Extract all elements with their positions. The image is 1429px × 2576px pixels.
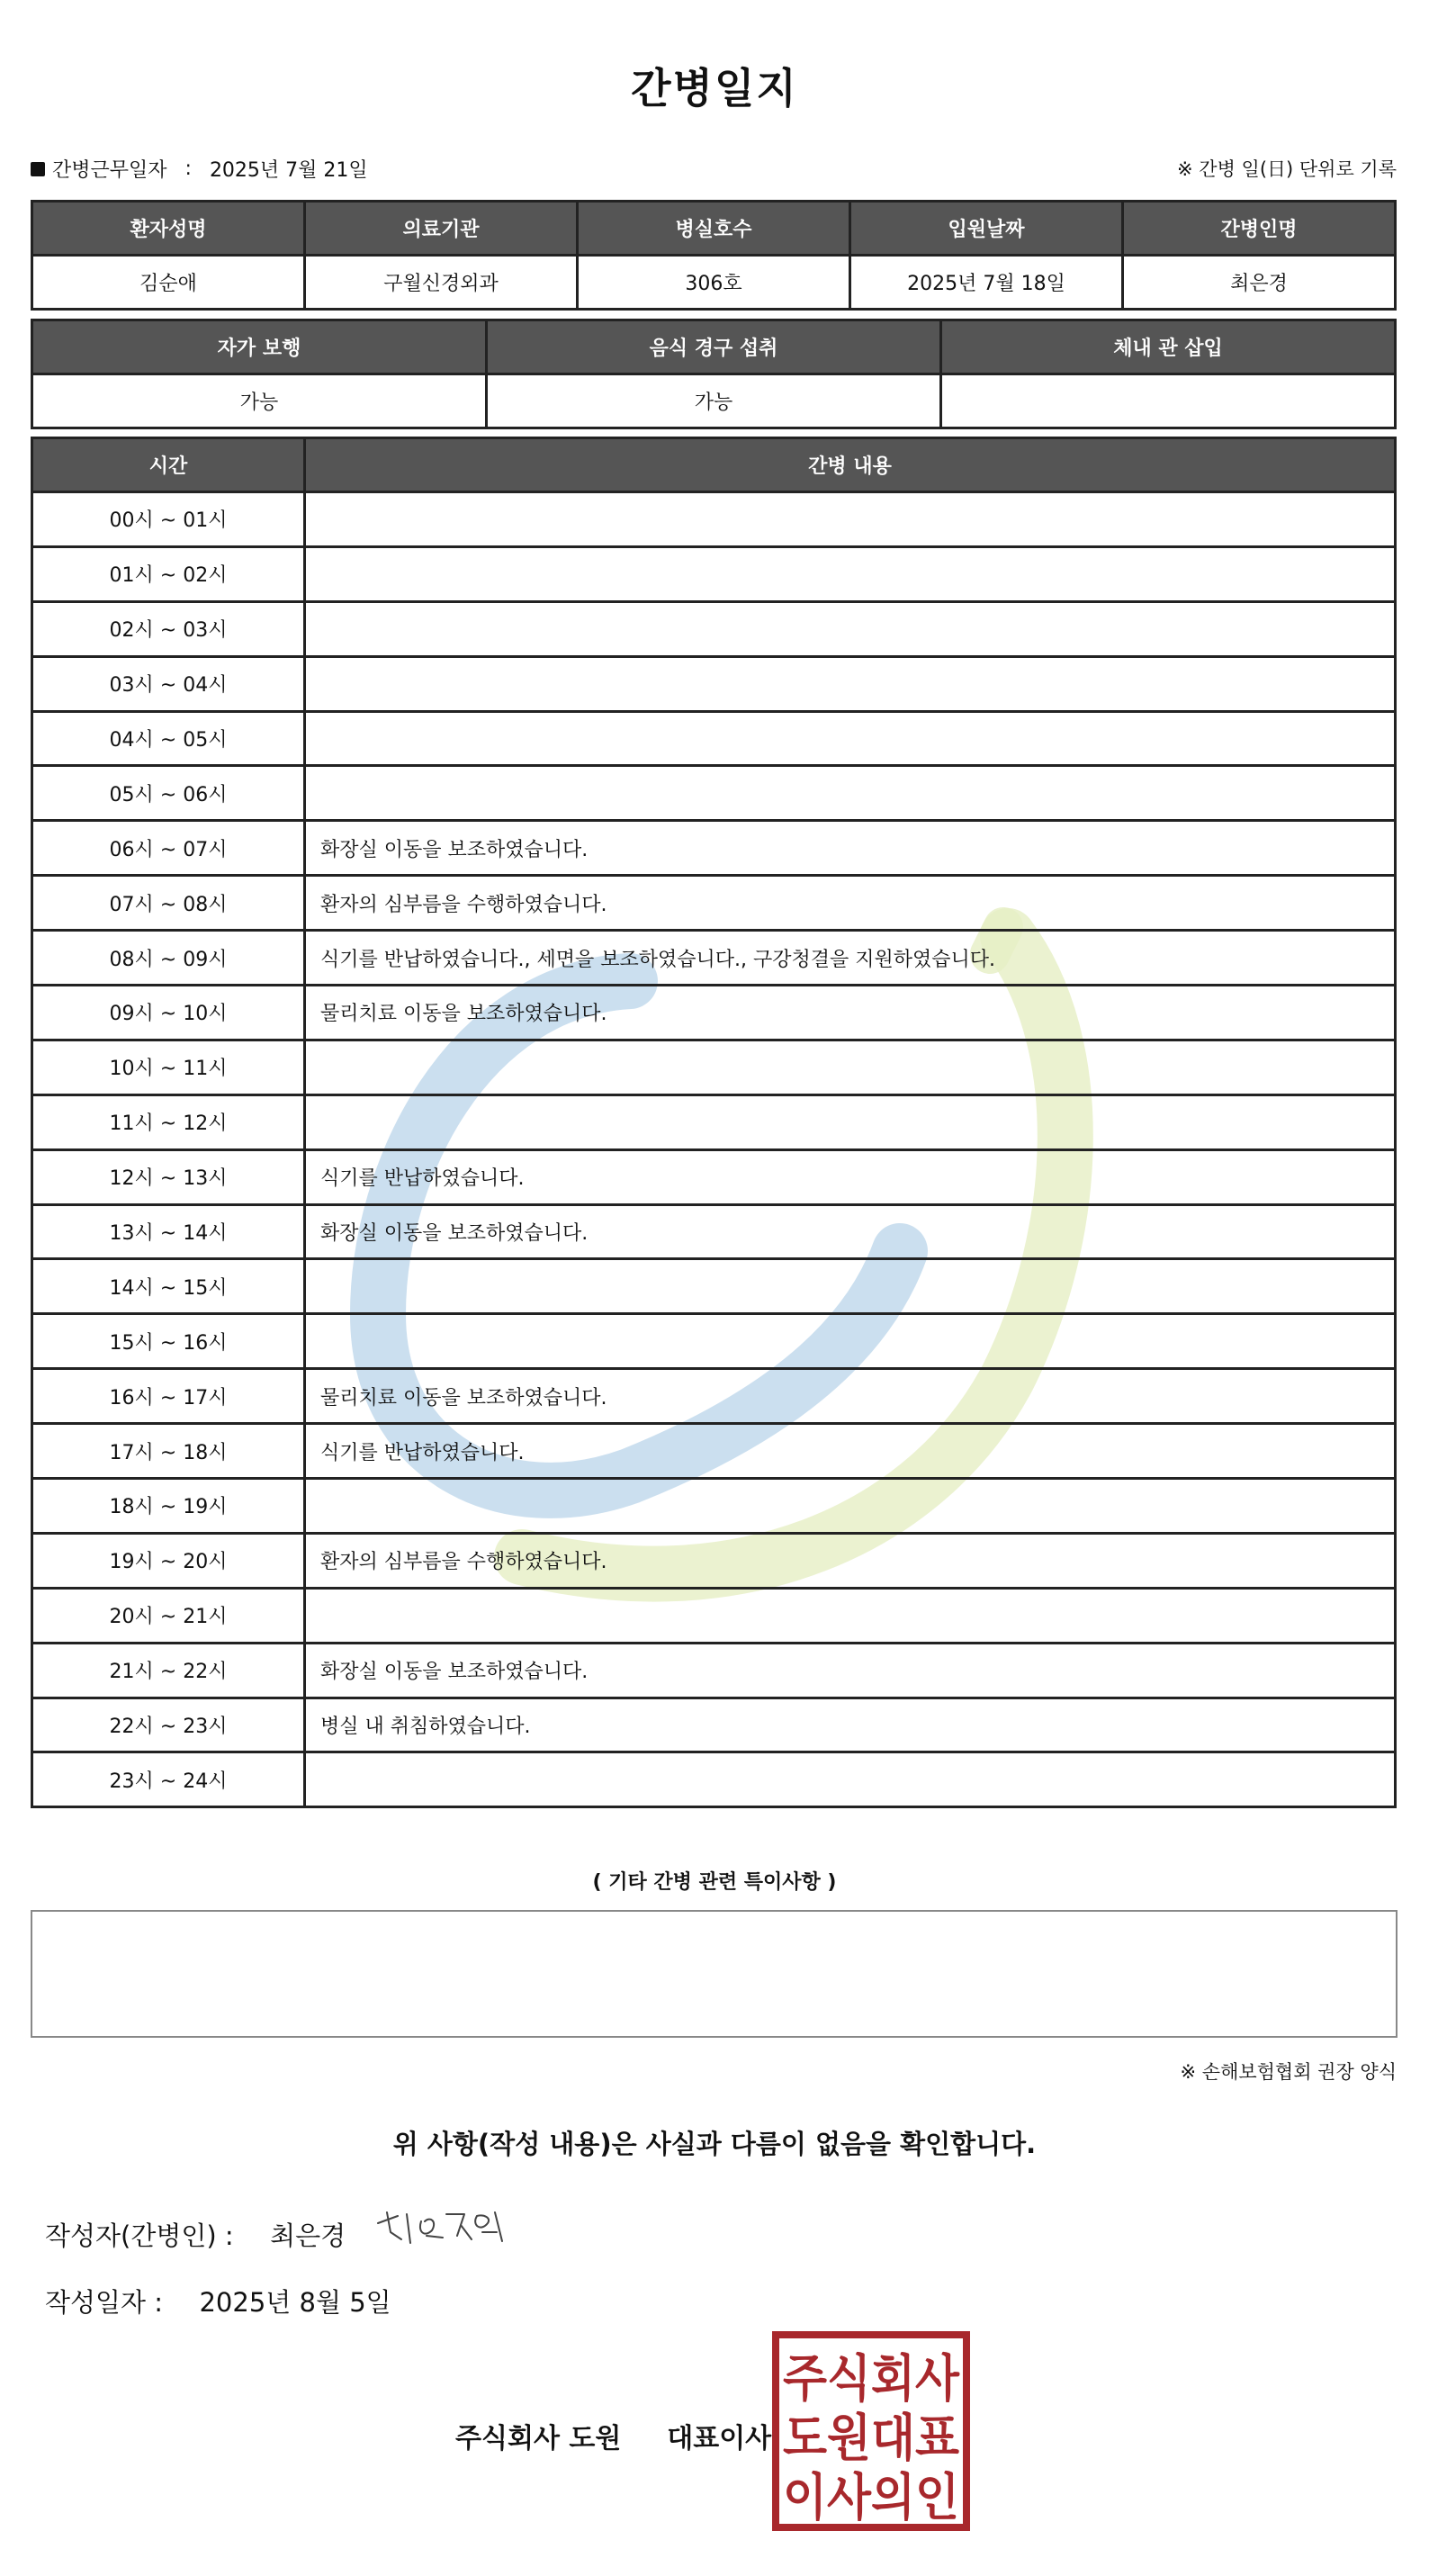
log-content: 식기를 반납하였습니다.	[305, 1149, 1396, 1204]
header-hospital: 의료기관	[305, 202, 578, 256]
work-date-line	[31, 155, 368, 183]
table-row	[32, 766, 1396, 821]
bullet-square-icon	[31, 162, 45, 176]
log-content: 환자의 심부름을 수행하였습니다.	[305, 876, 1396, 931]
admit-date: 2025년 7월 18일	[850, 256, 1123, 310]
table-row	[32, 601, 1396, 656]
header-patient-name: 환자성명	[32, 202, 305, 256]
log-time: 00시 ~ 01시	[32, 492, 305, 547]
table-row	[32, 546, 1396, 601]
table-row	[32, 1479, 1396, 1534]
special-notes-box	[31, 1910, 1398, 2038]
table-row	[32, 1588, 1396, 1643]
log-content	[305, 1259, 1396, 1314]
log-time: 02시 ~ 03시	[32, 601, 305, 656]
table-row	[32, 1533, 1396, 1588]
written-date-line	[45, 2283, 391, 2319]
header-room: 병실호수	[578, 202, 850, 256]
work-date-label: 간병근무일자	[52, 159, 167, 182]
log-time: 09시 ~ 10시	[32, 986, 305, 1040]
log-time: 12시 ~ 13시	[32, 1149, 305, 1204]
table-row	[32, 986, 1396, 1040]
table-row	[32, 821, 1396, 876]
handwritten-signature	[371, 2196, 515, 2259]
log-content	[305, 1479, 1396, 1534]
table-row	[32, 1424, 1396, 1479]
header-walking: 자가 보행	[32, 320, 487, 374]
log-content	[305, 1752, 1396, 1807]
log-content	[305, 766, 1396, 821]
log-content: 화장실 이동을 보조하였습니다.	[305, 1643, 1396, 1698]
log-content	[305, 1314, 1396, 1369]
room-number: 306호	[578, 256, 850, 310]
log-time: 06시 ~ 07시	[32, 821, 305, 876]
log-content: 화장실 이동을 보조하였습니다.	[305, 1204, 1396, 1259]
author-label: 작성자(간병인) :	[45, 2220, 234, 2251]
log-time: 08시 ~ 09시	[32, 931, 305, 986]
table-row	[32, 492, 1396, 547]
header-caregiver: 간병인명	[1123, 202, 1396, 256]
log-content: 환자의 심부름을 수행하였습니다.	[305, 1533, 1396, 1588]
log-content: 물리치료 이동을 보조하였습니다.	[305, 1369, 1396, 1424]
log-time: 17시 ~ 18시	[32, 1424, 305, 1479]
table-row	[32, 1698, 1396, 1752]
patient-name: 김순애	[32, 256, 305, 310]
tube-status	[941, 374, 1396, 428]
log-time: 20시 ~ 21시	[32, 1588, 305, 1643]
log-content: 식기를 반납하였습니다., 세면을 보조하였습니다., 구강청결을 지원하였습니다.	[305, 931, 1396, 986]
log-content	[305, 492, 1396, 547]
log-content: 화장실 이동을 보조하였습니다.	[305, 821, 1396, 876]
company-seal	[772, 2331, 970, 2531]
seal-line-2: 도원대표	[783, 2409, 959, 2468]
log-time: 13시 ~ 14시	[32, 1204, 305, 1259]
company-name: 주식회사 도원	[455, 2423, 622, 2454]
header-tube: 체내 관 삽입	[941, 320, 1396, 374]
table-row	[32, 876, 1396, 931]
log-time: 01시 ~ 02시	[32, 546, 305, 601]
work-date-value: 2025년 7월 21일	[209, 159, 368, 182]
log-time: 03시 ~ 04시	[32, 656, 305, 711]
log-time: 19시 ~ 20시	[32, 1533, 305, 1588]
form-source-note: ※ 손해보험협회 권장 양식	[1180, 2061, 1397, 2083]
oral-intake-status: 가능	[487, 374, 941, 428]
hospital-name: 구월신경외과	[305, 256, 578, 310]
header-care-content: 간병 내용	[305, 438, 1396, 492]
log-time: 14시 ~ 15시	[32, 1259, 305, 1314]
special-notes-label: ( 기타 간병 관련 특이사항 )	[592, 1871, 837, 1894]
confirmation-statement: 위 사항(작성 내용)은 사실과 다름이 없음을 확인합니다.	[392, 2129, 1037, 2159]
header-time: 시간	[32, 438, 305, 492]
log-time: 11시 ~ 12시	[32, 1094, 305, 1149]
patient-info-table	[31, 200, 1397, 311]
table-row	[32, 1040, 1396, 1094]
written-date-label: 작성일자 :	[45, 2287, 164, 2318]
table-row	[32, 1643, 1396, 1698]
table-row	[32, 1204, 1396, 1259]
table-row	[32, 1314, 1396, 1369]
company-line	[455, 2416, 771, 2455]
table-row	[32, 1752, 1396, 1807]
header-admit-date: 입원날짜	[850, 202, 1123, 256]
log-time: 05시 ~ 06시	[32, 766, 305, 821]
log-time: 23시 ~ 24시	[32, 1752, 305, 1807]
header-oral-intake: 음식 경구 섭취	[487, 320, 941, 374]
table-row	[32, 1259, 1396, 1314]
log-time: 16시 ~ 17시	[32, 1369, 305, 1424]
page-title: 간병일지	[631, 64, 798, 113]
work-date-sep: :	[184, 158, 192, 180]
log-time: 18시 ~ 19시	[32, 1479, 305, 1534]
log-content	[305, 656, 1396, 711]
table-row	[32, 1094, 1396, 1149]
log-content	[305, 1094, 1396, 1149]
table-row	[32, 931, 1396, 986]
written-date-value: 2025년 8월 5일	[199, 2287, 391, 2318]
log-content: 병실 내 취침하였습니다.	[305, 1698, 1396, 1752]
log-content	[305, 1040, 1396, 1094]
walking-status: 가능	[32, 374, 487, 428]
table-row	[32, 656, 1396, 711]
care-log-table	[31, 437, 1397, 1808]
log-time: 15시 ~ 16시	[32, 1314, 305, 1369]
log-time: 22시 ~ 23시	[32, 1698, 305, 1752]
patient-status-table	[31, 319, 1397, 429]
author-name: 최은경	[270, 2220, 346, 2251]
log-content: 물리치료 이동을 보조하였습니다.	[305, 986, 1396, 1040]
log-content	[305, 601, 1396, 656]
seal-line-1: 주식회사	[783, 2350, 960, 2409]
caregiver-name: 최은경	[1123, 256, 1396, 310]
daily-record-note: ※ 간병 일(日) 단위로 기록	[1177, 158, 1397, 180]
log-time: 04시 ~ 05시	[32, 711, 305, 766]
company-role: 대표이사	[667, 2423, 772, 2454]
table-row	[32, 1369, 1396, 1424]
log-time: 21시 ~ 22시	[32, 1643, 305, 1698]
log-time: 07시 ~ 08시	[32, 876, 305, 931]
seal-line-3: 이사의인	[783, 2469, 959, 2527]
table-row	[32, 1149, 1396, 1204]
log-content: 식기를 반납하였습니다.	[305, 1424, 1396, 1479]
log-content	[305, 711, 1396, 766]
log-time: 10시 ~ 11시	[32, 1040, 305, 1094]
log-content	[305, 546, 1396, 601]
table-row	[32, 711, 1396, 766]
author-line	[45, 2216, 346, 2253]
log-content	[305, 1588, 1396, 1643]
